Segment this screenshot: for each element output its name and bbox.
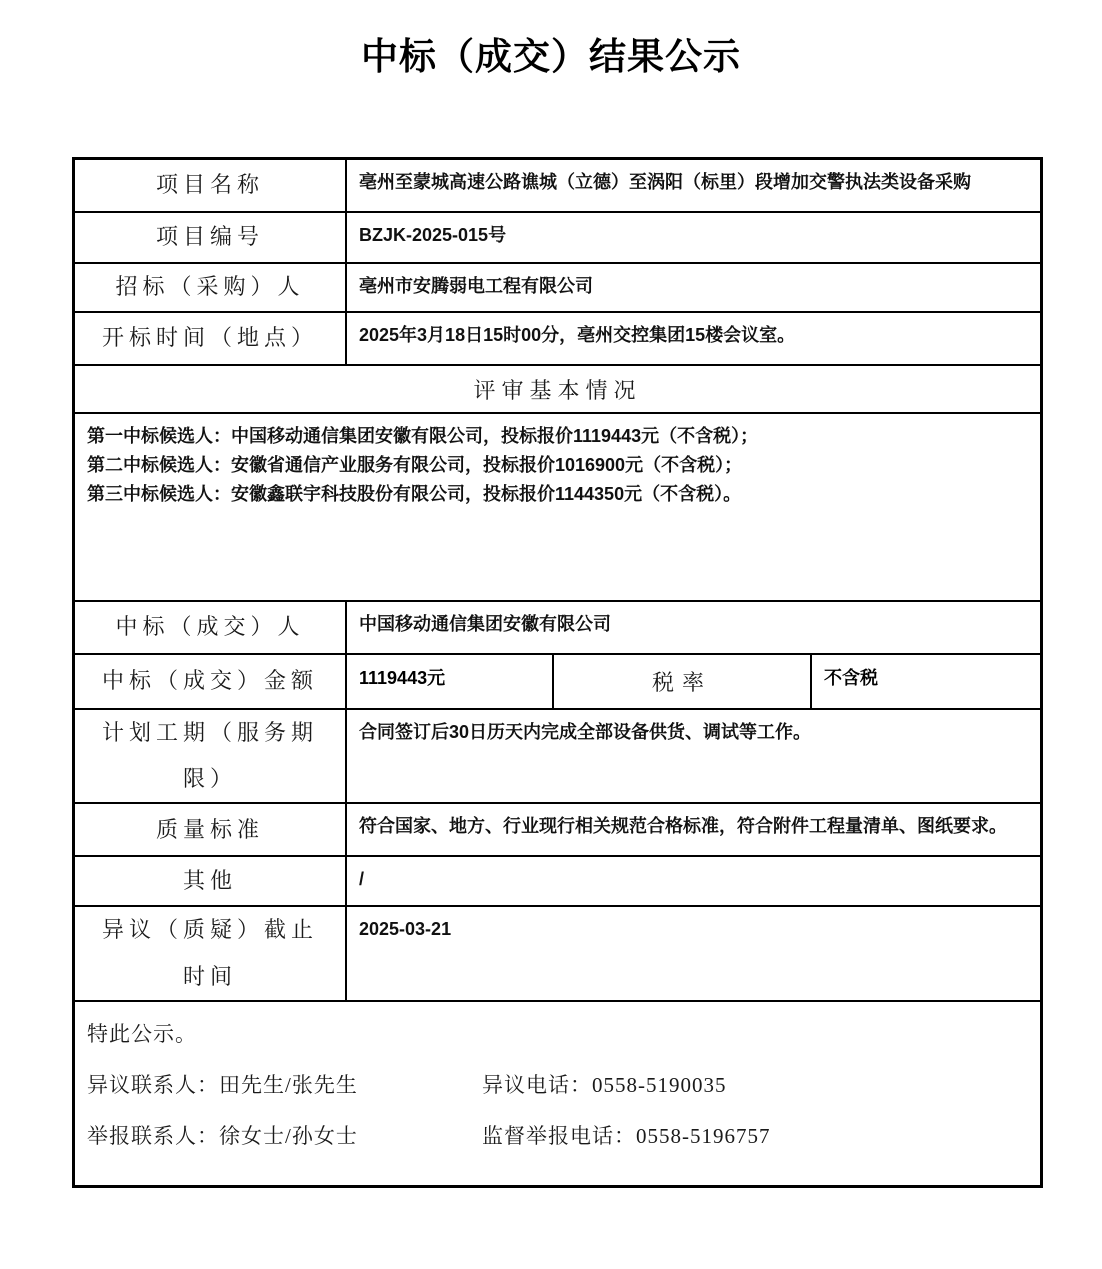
objection-phone: 异议电话：0558-5190035: [482, 1072, 727, 1097]
other-value: /: [359, 869, 365, 890]
row-candidates: [75, 414, 1040, 602]
project-name-value: 亳州至蒙城高速公路谯城（立德）至涡阳（标里）段增加交警执法类设备采购: [359, 172, 971, 192]
footer-notice: [87, 1018, 1028, 1048]
row-quality: [75, 804, 1040, 857]
objection-deadline-value: 2025-03-21: [359, 919, 452, 940]
row-tenderer: [75, 264, 1040, 313]
bid-opening-value: 2025年3月18日15时00分，亳州交控集团15楼会议室。: [359, 325, 796, 345]
quality-label: 质量标准: [75, 804, 347, 855]
row-bid-opening: [75, 313, 1040, 366]
row-winner: [75, 602, 1040, 655]
candidate-line-2: 第二中标候选人：安徽省通信产业服务有限公司，投标报价1016900元（不含税）；: [87, 455, 743, 475]
row-amount: [75, 655, 1040, 710]
candidate-line-3: 第三中标候选人：安徽鑫联宇科技股份有限公司，投标报价1144350元（不含税）。: [87, 484, 742, 504]
row-project-name: [75, 160, 1040, 213]
project-number-label: 项目编号: [75, 213, 347, 262]
schedule-value: 合同签订后30日历天内完成全部设备供货、调试等工作。: [359, 722, 812, 742]
row-review-header: [75, 366, 1040, 414]
row-schedule: [75, 710, 1040, 804]
schedule-label: 计划工期（服务期限）: [75, 710, 347, 802]
row-other: [75, 857, 1040, 907]
quality-value: 符合国家、地方、行业现行相关规范合格标准，符合附件工程量清单、图纸要求。: [359, 816, 1007, 837]
row-footer: [75, 1002, 1040, 1185]
footer-report-line: [87, 1120, 1028, 1150]
winner-value: 中国移动通信集团安徽有限公司: [359, 614, 611, 634]
footer-objection-line: [87, 1069, 1028, 1099]
project-name-label: 项目名称: [75, 160, 347, 211]
amount-value: 1119443元: [347, 655, 554, 708]
bid-opening-label: 开标时间（地点）: [75, 313, 347, 364]
report-phone: 监督举报电话：0558-5196757: [482, 1123, 771, 1148]
tax-rate-label: 税率: [554, 655, 812, 708]
winner-label: 中标（成交）人: [75, 602, 347, 653]
result-table: [72, 157, 1043, 1188]
report-contact: 举报联系人：徐女士/孙女士: [87, 1123, 358, 1148]
page-title: 中标（成交）结果公示: [361, 37, 741, 78]
candidates-cell: [75, 414, 1040, 600]
footer-notice-text: 特此公示。: [87, 1021, 197, 1046]
objection-contact: 异议联系人：田先生/张先生: [87, 1072, 358, 1097]
review-header-label: 评审基本情况: [473, 377, 642, 403]
footer-cell: [75, 1002, 1040, 1185]
candidate-line-1: 第一中标候选人：中国移动通信集团安徽有限公司，投标报价1119443元（不含税）；: [87, 426, 759, 446]
tenderer-value: 亳州市安腾弱电工程有限公司: [359, 276, 593, 296]
objection-deadline-label: 异议（质疑）截止时间: [75, 907, 347, 999]
amount-label: 中标（成交）金额: [75, 655, 347, 708]
project-number-value: BZJK-2025-015号: [359, 225, 507, 245]
row-objection-deadline: [75, 907, 1040, 1001]
tenderer-label: 招标（采购）人: [75, 264, 347, 311]
tax-rate-value: 不含税: [824, 668, 878, 688]
other-label: 其他: [75, 857, 347, 905]
row-project-number: [75, 213, 1040, 264]
